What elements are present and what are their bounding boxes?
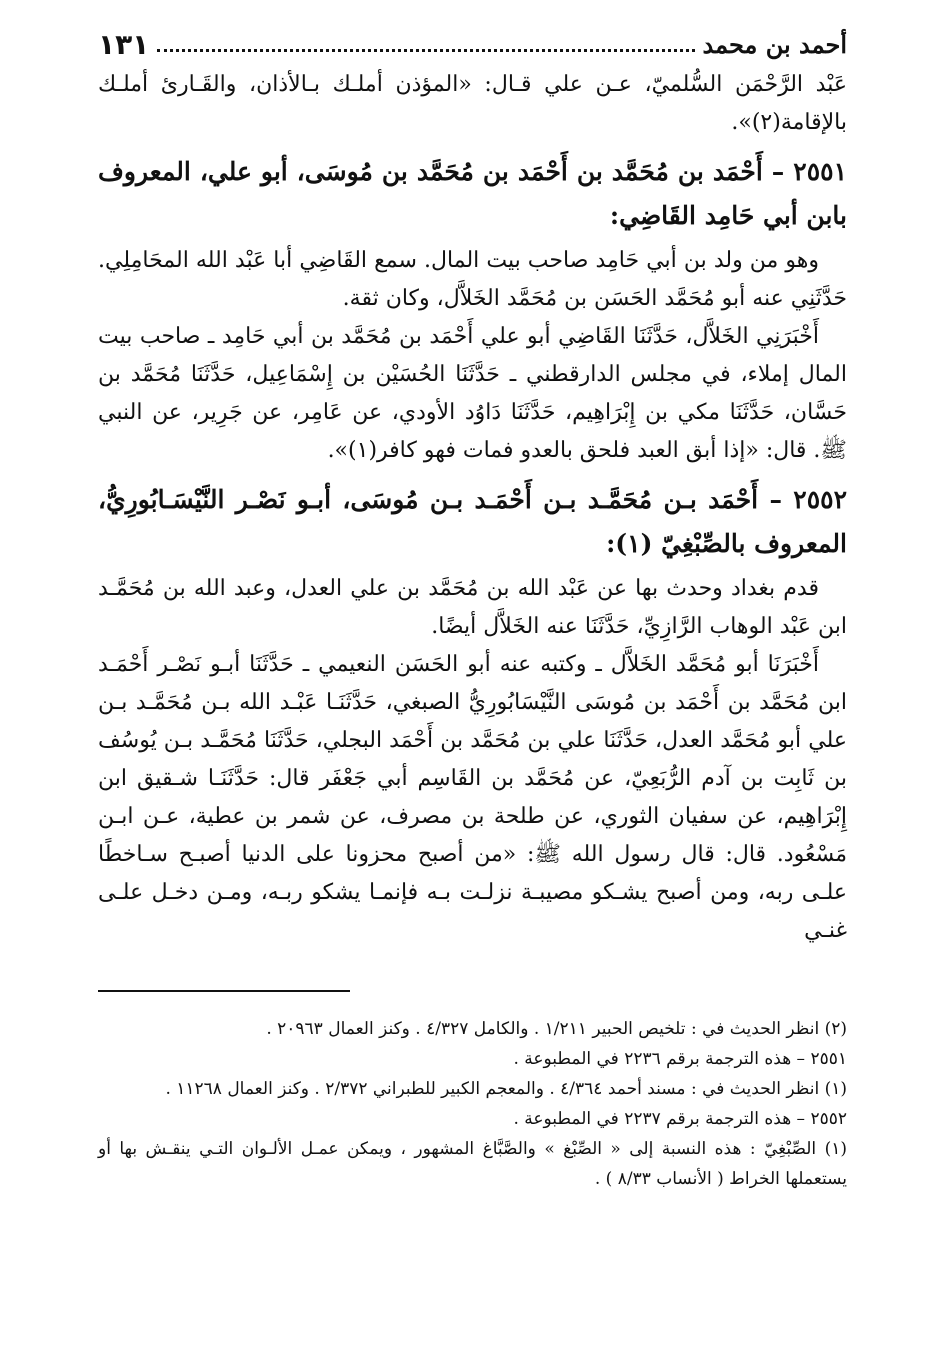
footnote: (١) انظر الحديث في : مسند أحمد ٤/٣٦٤ . والمعجم الكبير للطبراني ٢/٣٧٢ . وكنز العمال ١١٢٦٨ . (165, 1079, 847, 1099)
paragraph: وهو من ولد بن أبي حَامِد صاحب بيت المال. سمع القَاضِي أبا عَبْد الله المحَامِلِي. حَدَّثَنِي عنه أبو مُحَمَّد الحَسَن بن مُحَمَّد الخَلاَّل، وكان ثقة. (98, 248, 847, 311)
footnotes (98, 1014, 847, 1194)
paragraph: أَخْبَرَنَا أبو مُحَمَّد الخَلاَّل ـ وكتبه عنه أبو الحَسَن النعيمي ـ حَدَّثَنَا أبـو نَصْـر أَحْمَـد ابن مُحَمَّد بن أَحْمَد بن مُوسَى النَّيْسَابُورِيُّ الصبغي، حَدَّثَنَـا عَبْـد الله بـن مُحَمَّـد بـن علي أبو مُحَمَّد العدل، حَدَّثَنَا علي بن مُحَمَّد بن أَحْمَد البجلي، حَدَّثَنَا مُحَمَّـد بـن يُوسُف بن ثَابِت بن آدم الرُّبَعِيّ، عن مُحَمَّد بن القَاسِم أبي جَعْفَر قال: حَدَّثَنَـا شـقيق ابن إِبْرَاهِيم، عن سفيان الثوري، عن طلحة بن مصرف، عن شمر بن عطية، عـن ابـن مَسْعُود. قال: قال رسول الله ﷺ: «من أصبح محزونا على الدنيا أصبـح سـاخطًا علـى ربه، ومن أصبح يشـكو مصيبـة نزلـت بـه فإنمـا يشكو ربـه، ومـن دخـل علـى غنـي (98, 652, 847, 943)
footnote-rule-wrap (98, 990, 847, 992)
footnote-separator (98, 990, 350, 992)
footnote: (١) الصِّبْغِيّ : هذه النسبة إلى « الصِّبْغ » والصَّبَّاغ المشهور ، ويمكن عمـل الألـوان التـي ينقـش بها أو يستعملها الخراط ( الأنساب ٨/٣٣ ) . (98, 1139, 847, 1189)
paragraph: قدم بغداد وحدث بها عن عَبْد الله بن مُحَمَّد بن علي العدل، وعبد الله بن مُحَمَّـد ابن عَبْد الوهاب الرَّازِيِّ، حَدَّثَنَا عنه الخَلاَّل أيضًا. (98, 576, 847, 639)
paragraph-continuation: عَبْد الرَّحْمَن السُّلميّ، عـن علي قـال: «المؤذن أملـك بـالأذان، والقَـارئ أملـك بالإقامة(٢)». (98, 72, 847, 135)
entry-heading-2552: ٢٥٥٢ – أَحْمَد بـن مُحَمَّـد بـن أَحْمَـد بـن مُوسَى، أبـو نَصْـر النَّيْسَـابُورِيُّ، المعروف بالصِّبْغِيّ (١): (98, 485, 847, 558)
running-title: أحمد بن محمد (702, 29, 847, 59)
footnote: ٢٥٥٢ – هذه الترجمة برقم ٢٢٣٧ في المطبوعة . (513, 1109, 847, 1129)
page-number: ١٣١ (98, 27, 150, 61)
footnote: ٢٥٥١ – هذه الترجمة برقم ٢٢٣٦ في المطبوعة . (513, 1049, 847, 1069)
running-header (98, 22, 847, 66)
footnote: (٢) انظر الحديث في : تلخيص الحبير ١/٢١١ . والكامل ٤/٣٢٧ . وكنز العمال ٢٠٩٦٣ . (266, 1019, 847, 1039)
paragraph: أَخْبَرَنِي الخَلاَّل، حَدَّثَنَا القَاضِي أبو علي أَحْمَد بن مُحَمَّد بن أبي حَامِد ـ صاحب بيت المال إملاء، في مجلس الدارقطني ـ حَدَّثَنَا الحُسَيْن بن إِسْمَاعِيل، حَدَّثَنَا مُحَمَّد بن حَسَّان، حَدَّثَنَا مكي بن إِبْرَاهِيم، حَدَّثَنَا دَاوُد الأودي، عن عَامِر، عن جَرِير، عن النبي ﷺ. قال: «إذا أبق العبد فلحق بالعدو فمات فهو كافر(١)». (98, 324, 847, 463)
leader-dots (157, 37, 694, 52)
entry-heading-2551: ٢٥٥١ – أَحْمَد بن مُحَمَّد بن أَحْمَد بن مُحَمَّد بن مُوسَى، أبو علي، المعروف بابن أبي حَامِد القَاضِي: (98, 157, 847, 230)
main-text (98, 66, 847, 950)
